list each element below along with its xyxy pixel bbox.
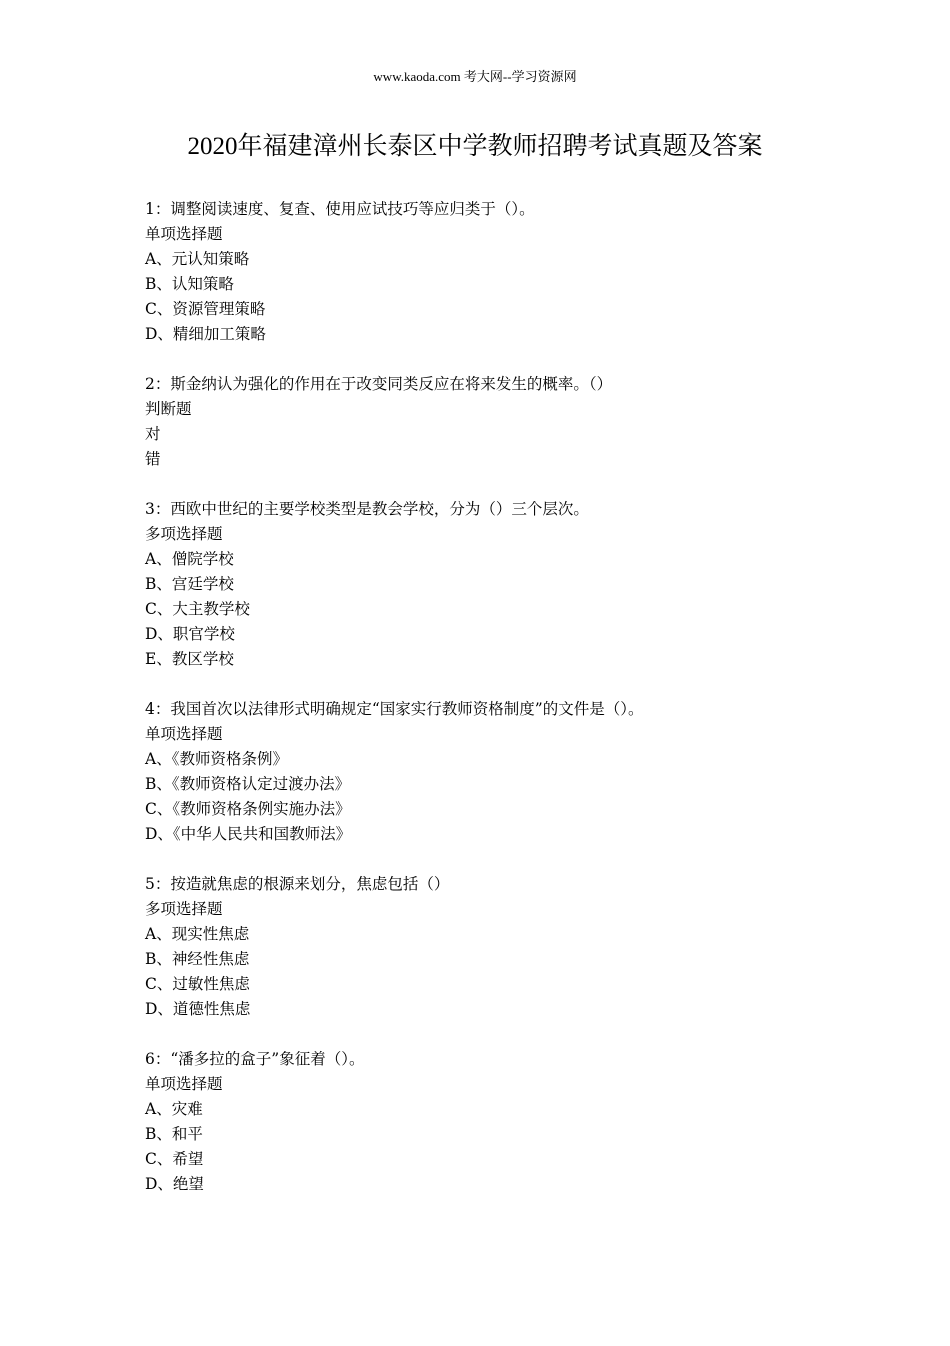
site-header: www.kaoda.com 考大网--学习资源网 [373,69,577,84]
option: D、《中华人民共和国教师法》 [145,825,352,843]
question-type: 单项选择题 [145,1075,223,1093]
option: B、《教师资格认定过渡办法》 [145,775,351,793]
option: A、元认知策略 [145,250,250,268]
option: D、绝望 [145,1175,204,1193]
question-type: 单项选择题 [145,725,223,743]
question-4 [145,697,865,847]
option: A、灾难 [145,1100,203,1118]
option: B、和平 [145,1125,203,1143]
option: C、过敏性焦虑 [145,975,250,993]
question-stem: 1：调整阅读速度、复查、使用应试技巧等应归类于（）。 [145,200,535,218]
question-type: 判断题 [145,400,192,418]
option: D、精细加工策略 [145,325,266,343]
option: A、现实性焦虑 [145,925,250,943]
question-3 [145,497,865,672]
question-5 [145,872,865,1022]
option: B、宫廷学校 [145,575,234,593]
option: E、教区学校 [145,650,234,668]
option: D、道德性焦虑 [145,1000,251,1018]
option: C、希望 [145,1150,204,1168]
question-type: 单项选择题 [145,225,223,243]
option: D、职官学校 [145,625,235,643]
question-list [145,197,865,1222]
option: 对 [145,425,161,443]
question-2 [145,372,865,472]
option: C、资源管理策略 [145,300,266,318]
question-stem: 4：我国首次以法律形式明确规定“国家实行教师资格制度”的文件是（）。 [145,700,644,718]
question-stem: 6：“潘多拉的盒子”象征着（）。 [145,1050,365,1068]
option: C、《教师资格条例实施办法》 [145,800,351,818]
page-title: 2020年福建漳州长泰区中学教师招聘考试真题及答案 [187,133,763,160]
question-stem: 3：西欧中世纪的主要学校类型是教会学校，分为（）三个层次。 [145,500,589,518]
question-1 [145,197,865,347]
option: 错 [145,450,161,468]
option: C、大主教学校 [145,600,250,618]
question-stem: 2：斯金纳认为强化的作用在于改变同类反应在将来发生的概率。（） [145,375,613,393]
option: B、认知策略 [145,275,234,293]
question-6 [145,1047,865,1197]
option: A、僧院学校 [145,550,234,568]
question-stem: 5：按造就焦虑的根源来划分，焦虑包括（） [145,875,450,893]
question-type: 多项选择题 [145,525,223,543]
question-type: 多项选择题 [145,900,223,918]
option: A、《教师资格条例》 [145,750,288,768]
option: B、神经性焦虑 [145,950,250,968]
